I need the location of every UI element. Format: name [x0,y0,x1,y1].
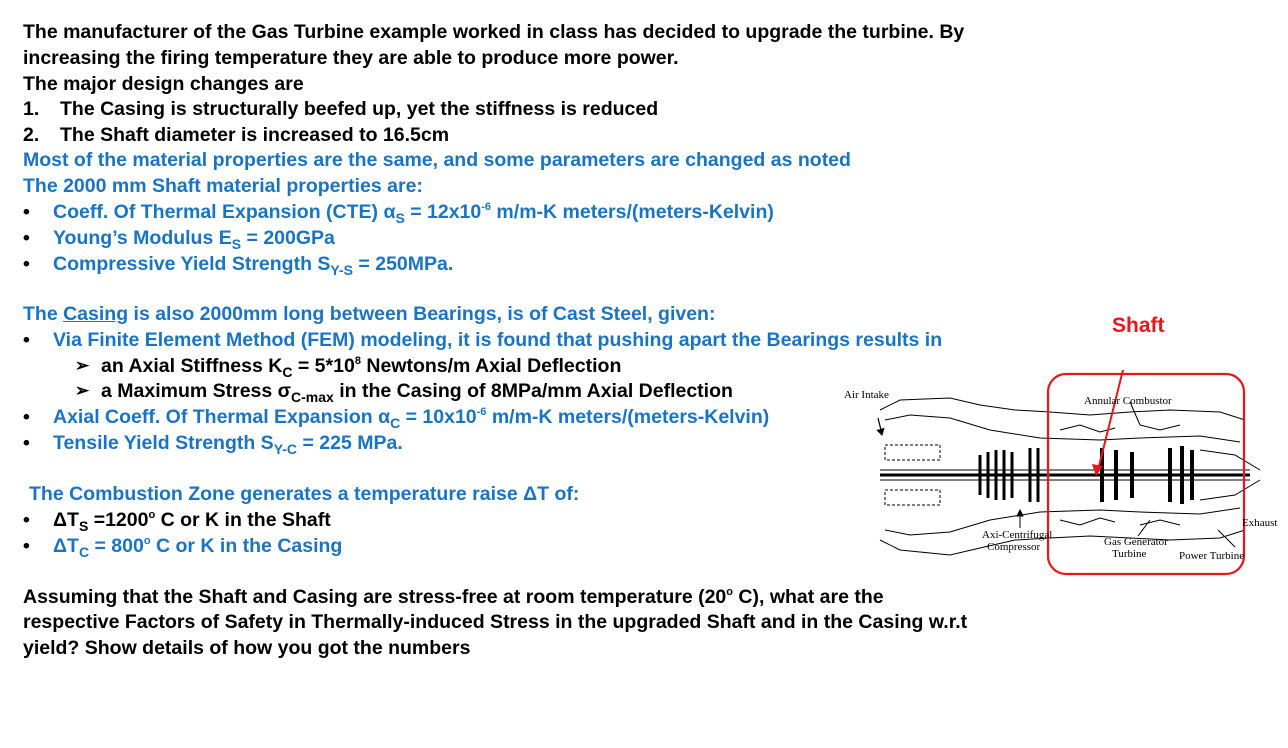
arrow-bullet-icon: ➢ [75,381,90,400]
air-intake-label: Air Intake [844,389,889,401]
shaft-compressive-yield-text: Compressive Yield Strength $S_{Y-S} = 250MPa$. [53,253,454,278]
delta-t-casing-text: $\Delta T_C = 800^o$ C or K in the Casing [53,534,343,560]
combustion-heading: The Combustion Zone generates a temperature raise ΔT of: [29,483,580,505]
list-number: 2. [23,124,40,146]
casing-tensile-yield-text: Tensile Yield Strength $S_{Y-C} = 225$ MPa. [53,432,403,457]
compressor-label-line-2: Compressor [987,541,1041,553]
bullet: • [23,201,30,223]
exhaust-label: Exhaust [1242,517,1278,529]
casing-stiffness-text: an Axial Stiffness $K_C = 5*10^8$ Newtons/m Axial Deflection [101,354,622,380]
list-number: 1. [23,98,40,120]
design-changes-heading: The major design changes are [23,73,304,95]
bullet: • [23,432,30,454]
intro-line-2: increasing the firing temperature they are able to produce more power. [23,47,679,69]
shaft-cte-text: Coeff. Of Thermal Expansion (CTE) $\alpha_S = 12x10^{-6}$ m/m-K meters/(meters-Kelvin) [53,200,774,226]
gas-generator-turbine-label-1: Gas Generator [1104,536,1168,548]
delta-t-shaft-text: $\Delta T_S =1200^o$ C or K in the Shaft [53,508,331,534]
material-note: Most of the material properties are the same, and some parameters are changed as noted [23,149,851,171]
bullet: • [23,329,30,351]
bullet: • [23,406,30,428]
gas-turbine-diagram [840,370,1288,580]
shaft-youngs-modulus-text: Young’s Modulus $E_S = 200GPa$ [53,227,335,252]
casing-stress-text: a Maximum Stress $\sigma_{C-max}$ in the Casing of 8MPa/mm Axial Deflection [101,380,733,405]
bullet: • [23,227,30,249]
casing-cte-text: Axial Coeff. Of Thermal Expansion $\alpha_C = 10x10^{-6}$ m/m-K meters/(meters-Kelvin) [53,405,770,431]
shaft-callout-label: Shaft [1112,314,1165,337]
design-change-text: The Shaft diameter is increased to 16.5cm [60,124,450,146]
shaft-properties-heading: The 2000 mm Shaft material properties are: [23,175,423,197]
annular-combustor-label: Annular Combustor [1084,395,1172,407]
design-change-1 [23,97,659,121]
casing-fem-text: Via Finite Element Method (FEM) modeling, it is found that pushing apart the Bearings results in [53,329,943,351]
turbine-cross-section [877,398,1260,555]
bullet: • [23,535,30,557]
bullet: • [23,509,30,531]
question-line-2: respective Factors of Safety in Thermally-induced Stress in the upgraded Shaft and in the Casing w.r.t [23,611,968,633]
gas-generator-turbine-label-2: Turbine [1112,548,1147,560]
compressor-label-line-1: Axi-Centrifugal [982,529,1053,541]
question-line-3: yield? Show details of how you got the numbers [23,637,471,659]
bullet: • [23,253,30,275]
intro-line-1: The manufacturer of the Gas Turbine example worked in class has decided to upgrade the turbine. By [23,21,965,43]
design-change-2 [23,123,450,147]
design-change-text: The Casing is structurally beefed up, yet the stiffness is reduced [60,98,659,120]
casing-heading: The Casing is also 2000mm long between Bearings, is of Cast Steel, given: [23,303,716,325]
question-line-1: Assuming that the Shaft and Casing are stress-free at room temperature (20$^o$ C), what are the [23,585,884,608]
power-turbine-label: Power Turbine [1179,550,1245,562]
arrow-bullet-icon: ➢ [75,356,90,375]
